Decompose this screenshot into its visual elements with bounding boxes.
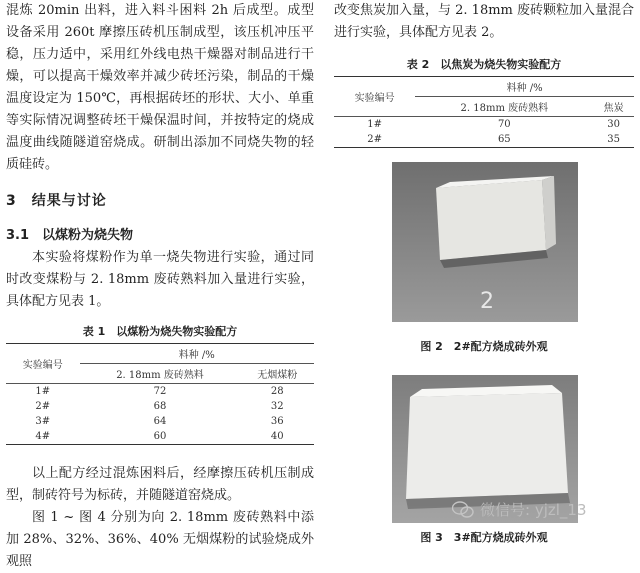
table1-cell-clinker: 60 xyxy=(80,429,241,445)
table1-cell-clinker: 64 xyxy=(153,416,167,427)
watermark-text: 微信号: yjzl_13 xyxy=(480,501,587,519)
table-row xyxy=(6,429,314,445)
table2-cell-clinker: 65 xyxy=(415,132,593,148)
table2-header-group: 料种 /% xyxy=(415,77,634,97)
table1-cell-clinker: 68 xyxy=(153,401,167,412)
paragraph-coke-intro: 改变焦炭加入量，与 2. 18mm 废砖颗粒加入量混合进行实验，具体配方见表 2。 xyxy=(334,3,634,40)
table1-header-group: 料种 /% xyxy=(80,344,315,364)
wechat-watermark xyxy=(452,499,587,520)
right-column xyxy=(334,0,634,148)
table2 xyxy=(334,76,634,148)
table1-cell-id: 3# xyxy=(35,416,51,427)
wechat-icon xyxy=(452,501,474,519)
table2-cell-coke: 30 xyxy=(607,119,621,130)
paragraph-figures: 图 1 ~ 图 4 分别为向 2. 18mm 废砖熟料中添加 28%、32%、36%、40% 无烟煤粉的试验烧成外观照 xyxy=(6,510,314,569)
table2-cell-coke: 35 xyxy=(593,132,634,148)
figure3-caption: 图 3 3#配方烧成砖外观 xyxy=(420,531,548,544)
table1-cell-coal: 32 xyxy=(270,401,284,412)
table2-header-id: 实验编号 xyxy=(334,77,415,117)
table1-header-clinker: 2. 18mm 废砖熟料 xyxy=(80,364,241,384)
table2-cell-clinker: 70 xyxy=(497,119,511,130)
table2-header-clinker: 2. 18mm 废砖熟料 xyxy=(415,97,593,117)
table1-cell-clinker: 72 xyxy=(153,386,167,397)
brick-image-fig2 xyxy=(392,162,578,322)
table1-caption: 表 1 以煤粉为烧失物实验配方 xyxy=(82,325,238,338)
table1-cell-coal: 36 xyxy=(270,416,284,427)
table1-header-coal: 无烟煤粉 xyxy=(240,364,314,384)
paragraph-process: 混炼 20min 出料，进入料斗困料 2h 后成型。成型设备采用 260t 摩擦压砖机压制成型，该压机冲压平稳，压力适中，采用红外线电热干燥器对制品进行干燥，可以提高干燥效率并减少砖坯污染，制品的干燥温度设定为 150℃，再根据砖坯的形状、大小、单重等实际情况调整砖坯干燥保温时间，并按特定的烧成温度曲线随隧道窑烧成。研制出添加不同烧失物的轻质硅砖。 xyxy=(6,3,314,172)
table-row xyxy=(6,414,314,429)
left-column xyxy=(6,0,314,573)
table1 xyxy=(6,343,314,445)
table1-cell-coal: 28 xyxy=(270,386,284,397)
table-row xyxy=(6,384,314,400)
table2-cell-id: 1# xyxy=(367,119,383,130)
brick-photo-fig2 xyxy=(392,162,578,322)
table-row xyxy=(6,399,314,414)
table2-header-coke: 焦炭 xyxy=(593,97,634,117)
subsection-heading-coal: 3.1 以煤粉为烧失物 xyxy=(6,228,134,243)
paragraph-pressing: 以上配方经过混炼困料后，经摩擦压砖机压制成型，制砖符号为标砖，并随隧道窑烧成。 xyxy=(6,466,314,503)
paragraph-coal-intro: 本实验将煤粉作为单一烧失物进行实验，通过同时改变煤粉与 2. 18mm 废砖熟料加入量进行实验，具体配方见表 1。 xyxy=(6,250,314,309)
figure2-caption: 图 2 2#配方烧成砖外观 xyxy=(420,340,548,353)
table-row xyxy=(334,117,634,133)
table1-header-id: 实验编号 xyxy=(6,344,80,384)
table1-cell-id: 1# xyxy=(35,386,51,397)
photo-handwritten-mark: 2 xyxy=(480,289,494,314)
table1-cell-id: 4# xyxy=(6,429,80,445)
section-heading-results: 3 结果与讨论 xyxy=(6,193,107,209)
table2-cell-id: 2# xyxy=(334,132,415,148)
table2-caption: 表 2 以焦炭为烧失物实验配方 xyxy=(406,58,562,71)
table1-cell-coal: 40 xyxy=(240,429,314,445)
table1-cell-id: 2# xyxy=(35,401,51,412)
table-row xyxy=(334,132,634,148)
